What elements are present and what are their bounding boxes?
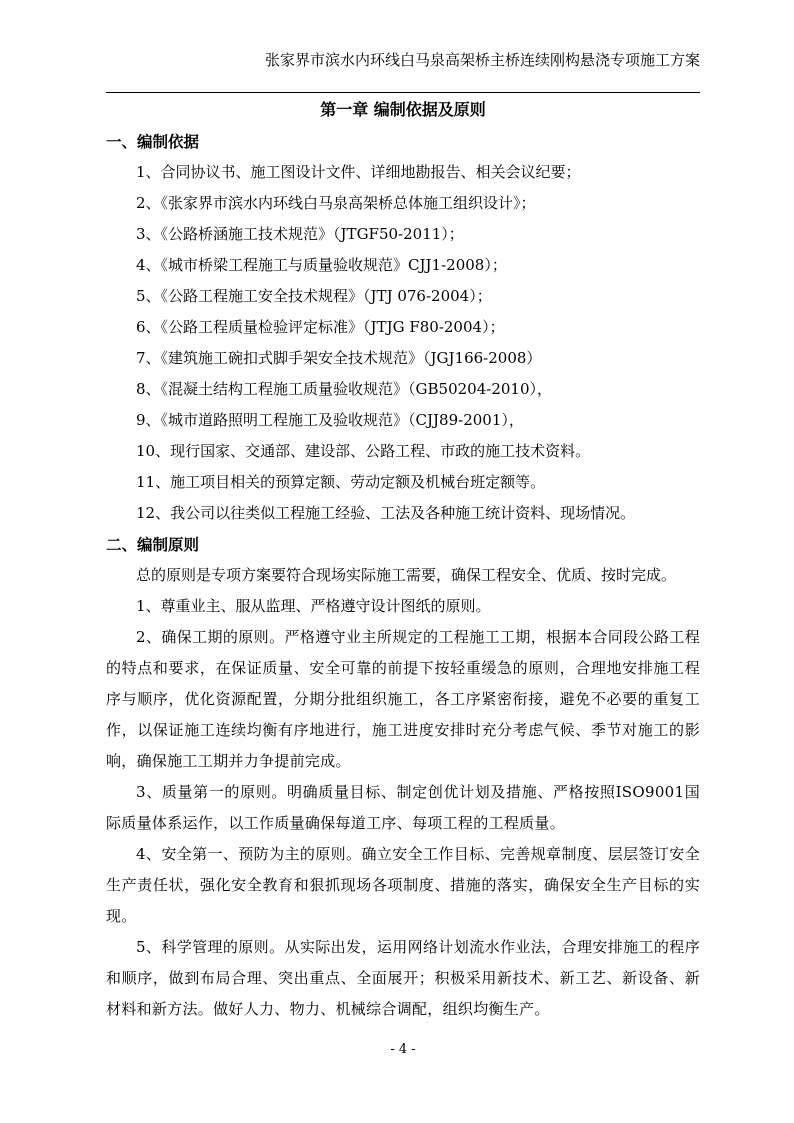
list-item: 1、合同协议书、施工图设计文件、详细地勘报告、相关会议纪要； [136, 163, 581, 181]
list-item: 8、《混凝土结构工程施工质量验收规范》（GB50204-2010）， [136, 380, 553, 398]
page-number: - 4 - [390, 1042, 416, 1057]
list-item: 5、《公路工程施工安全技术规程》（JTJ 076-2004）； [136, 287, 492, 305]
document-body [106, 126, 700, 1025]
list-item: 12、我公司以往类似工程施工经验、工法及各种施工统计资料、现场情况。 [136, 504, 636, 522]
header-rule [106, 92, 700, 93]
section-heading-principles: 二、编制原则 [106, 535, 200, 554]
principle-paragraph: 1、尊重业主、服从监理、严格遵守设计图纸的原则。 [136, 597, 491, 615]
principle-paragraph: 5、科学管理的原则。从实际出发，运用网络计划流水作业法，合理安排施工的程序和顺序，做到布局合理、突出重点、全面展开；积极采用新技术、新工艺、新设备、新材料和新方法。做好人力、物力、机械综合调配，组织均衡生产。 [106, 938, 700, 1018]
list-item: 2、《张家界市滨水内环线白马泉高架桥总体施工组织设计》； [136, 194, 536, 212]
principle-paragraph: 3、质量第一的原则。明确质量目标、制定创优计划及措施、严格按照ISO9001国际质量体系运作，以工作质量确保每道工序、每项工程的工程质量。 [106, 783, 700, 832]
chapter-title: 第一章 编制依据及原则 [320, 100, 486, 119]
section-heading-basis: 一、编制依据 [106, 132, 200, 151]
list-item: 4、《城市桥梁工程施工与质量验收规范》CJJ1-2008）； [136, 256, 507, 274]
page-header: 张家界市滨水内环线白马泉高架桥主桥连续刚构悬浇专项施工方案 [264, 51, 700, 69]
principle-paragraph: 4、安全第一、预防为主的原则。确立安全工作目标、完善规章制度、层层签订安全生产责任状，强化安全教育和狠抓现场各项制度、措施的落实，确保安全生产目标的实现。 [106, 845, 700, 925]
list-item: 10、现行国家、交通部、建设部、公路工程、市政的施工技术资料。 [136, 442, 591, 460]
principle-paragraph: 2、确保工期的原则。严格遵守业主所规定的工程施工工期，根据本合同段公路工程的特点和要求，在保证质量、安全可靠的前提下按轻重缓急的原则，合理地安排施工程序与顺序，优化资源配置，分期分批组织施工，各工序紧密衔接，避免不必要的重复工作，以保证施工连续均衡有序地进行，施工进度安排时充分考虑气候、季节对施工的影响，确保施工工期并力争提前完成。 [106, 628, 700, 770]
list-item: 9、《城市道路照明工程施工及验收规范》（CJJ89-2001）， [136, 411, 524, 429]
list-item: 11、施工项目相关的预算定额、劳动定额及机械台班定额等。 [136, 473, 546, 491]
list-item: 3、《公路桥涵施工技术规范》（JTGF50-2011）； [136, 225, 464, 243]
list-item: 7、《建筑施工碗扣式脚手架安全技术规范》（JGJ166-2008） [136, 349, 542, 367]
principles-intro: 总的原则是专项方案要符合现场实际施工需要，确保工程安全、优质、按时完成。 [136, 566, 677, 584]
list-item: 6、《公路工程质量检验评定标准》（JTJG F80-2004）； [136, 318, 505, 336]
